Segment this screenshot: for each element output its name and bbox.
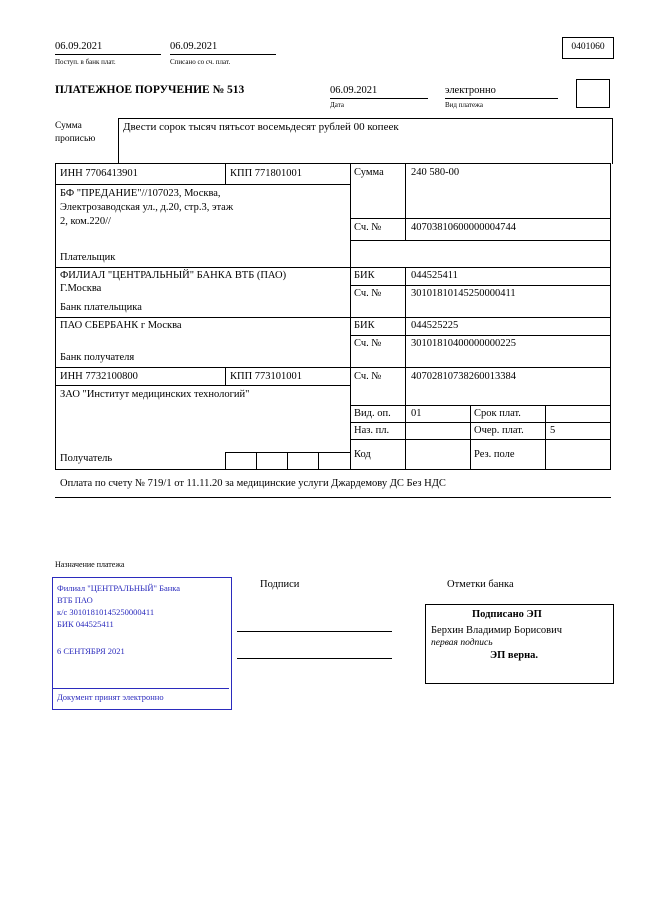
payer-bank-label: Банк плательщика [60,302,142,313]
sum-value: 240 580-00 [411,167,460,178]
payment-kind-underline [445,98,558,99]
amount-words-label-line2: прописью [55,134,96,144]
esignature-status: ЭП верна. [490,650,539,661]
payee-inn: ИНН 7732100800 [60,371,138,382]
purpose-code-label: Наз. пл. [354,425,390,436]
stamp-divider [53,688,229,689]
grid-line [405,267,406,469]
form-code-box [562,37,614,59]
reserve-box-divider [256,452,257,469]
received-date: 06.09.2021 [55,41,103,52]
document-date-label: Дата [330,101,344,109]
priority-value: 5 [550,425,556,436]
payer-name-line: 2, ком.220// [60,216,111,227]
payer-inn: ИНН 7706413901 [60,168,138,179]
status-checkbox [576,79,610,108]
grid-line [225,368,226,385]
priority-label: Очер. плат. [474,425,524,436]
grid-line [350,335,611,336]
payer-kpp: КПП 771801001 [230,168,303,179]
debited-date-label: Списано со сч. плат. [170,58,231,66]
reserve-box-divider [318,452,319,469]
payee-bank-name: ПАО СБЕРБАНК г Москва [60,320,182,331]
document-title: ПЛАТЕЖНОЕ ПОРУЧЕНИЕ № 513 [55,84,245,96]
reserve-boxes-line [225,452,351,453]
stamp-footer: Документ принят электронно [57,692,164,702]
payee-account-label: Сч. № [354,371,382,382]
payee-bank-bik: 044525225 [411,320,459,331]
grid-line [55,367,611,368]
grid-line [55,317,611,318]
payee-kpp: КПП 773101001 [230,371,303,382]
signature-line [237,658,392,659]
stamp-corr-account: к/с 30101810145250000411 [57,607,155,617]
op-kind-label: Вид. оп. [354,408,391,419]
esignature-note: первая подпись [431,638,493,648]
debited-date: 06.09.2021 [170,41,218,52]
payee-name: ЗАО "Институт медицинских технологий" [60,389,250,400]
payment-kind: электронно [445,85,496,96]
reserve-box-divider [287,452,288,469]
payer-bank-account: 30101810145250000411 [411,288,516,299]
payee-label: Получатель [60,453,113,464]
payment-purpose-label: Назначение платежа [55,560,125,569]
stamp-bank-name-line: Филиал "ЦЕНТРАЛЬНЫЙ" Банка [57,583,181,593]
esignature-name: Берхин Владимир Борисович [431,625,562,636]
op-kind-value: 01 [411,408,422,419]
grid-line [350,218,611,219]
grid-line [225,163,226,184]
debited-date-underline [170,54,276,55]
grid-line [350,422,611,423]
payer-bank-bik: 044525411 [411,270,458,281]
grid-line [55,385,351,386]
code-label: Код [354,449,371,460]
reserve-field-label: Рез. поле [474,449,515,460]
payer-bank-name-line: ФИЛИАЛ "ЦЕНТРАЛЬНЫЙ" БАНКА ВТБ (ПАО) [60,270,287,281]
grid-line [350,439,611,440]
payer-account-label: Сч. № [354,222,382,233]
form-code: 0401060 [571,42,605,52]
grid-line [55,469,611,470]
grid-line [350,240,611,241]
grid-line [350,405,611,406]
payer-bank-bik-label: БИК [354,270,375,281]
payee-bank-label: Банк получателя [60,352,135,363]
purpose-underline [55,497,611,498]
received-date-label: Поступ. в банк плат. [55,58,116,66]
received-date-underline [55,54,161,55]
grid-line [405,163,406,240]
payer-label: Плательщик [60,252,116,263]
stamp-bik: БИК 044525411 [57,619,114,629]
document-date-underline [330,98,428,99]
amount-words: Двести сорок тысяч пятьсот восемьдесят рублей 00 копеек [123,121,399,133]
bank-marks-label: Отметки банка [447,579,514,590]
signature-line [237,631,392,632]
amount-words-label-line1: Сумма [55,121,82,131]
esignature-title: Подписано ЭП [472,609,542,620]
payer-account: 40703810600000004744 [411,222,516,233]
payer-bank-account-label: Сч. № [354,288,382,299]
payee-bank-account: 30101810400000000225 [411,338,516,349]
payment-kind-label: Вид платежа [445,101,484,109]
stamp-bank-name-line: ВТБ ПАО [57,595,93,605]
grid-line [55,184,351,185]
grid-line [350,285,611,286]
grid-line [55,267,611,268]
due-date-label: Срок плат. [474,408,521,419]
reserve-box-divider [225,452,226,469]
grid-line [545,405,546,469]
grid-line [470,405,471,469]
payee-bank-bik-label: БИК [354,320,375,331]
grid-line [350,163,351,469]
payee-account: 40702810738260013384 [411,371,516,382]
stamp-date: 6 СЕНТЯБРЯ 2021 [57,646,125,656]
signatures-label: Подписи [260,579,300,590]
payer-name-line: БФ "ПРЕДАНИЕ"//107023, Москва, [60,188,221,199]
payment-purpose: Оплата по счету № 719/1 от 11.11.20 за медицинские услуги Джардемову ДС Без НДС [60,478,446,489]
payer-name-line: Электрозаводская ул., д.20, стр.3, этаж [60,202,234,213]
sum-label: Сумма [354,167,384,178]
payer-bank-name-line: Г.Москва [60,283,102,294]
document-date: 06.09.2021 [330,85,378,96]
payee-bank-account-label: Сч. № [354,338,382,349]
grid-line [55,163,611,164]
